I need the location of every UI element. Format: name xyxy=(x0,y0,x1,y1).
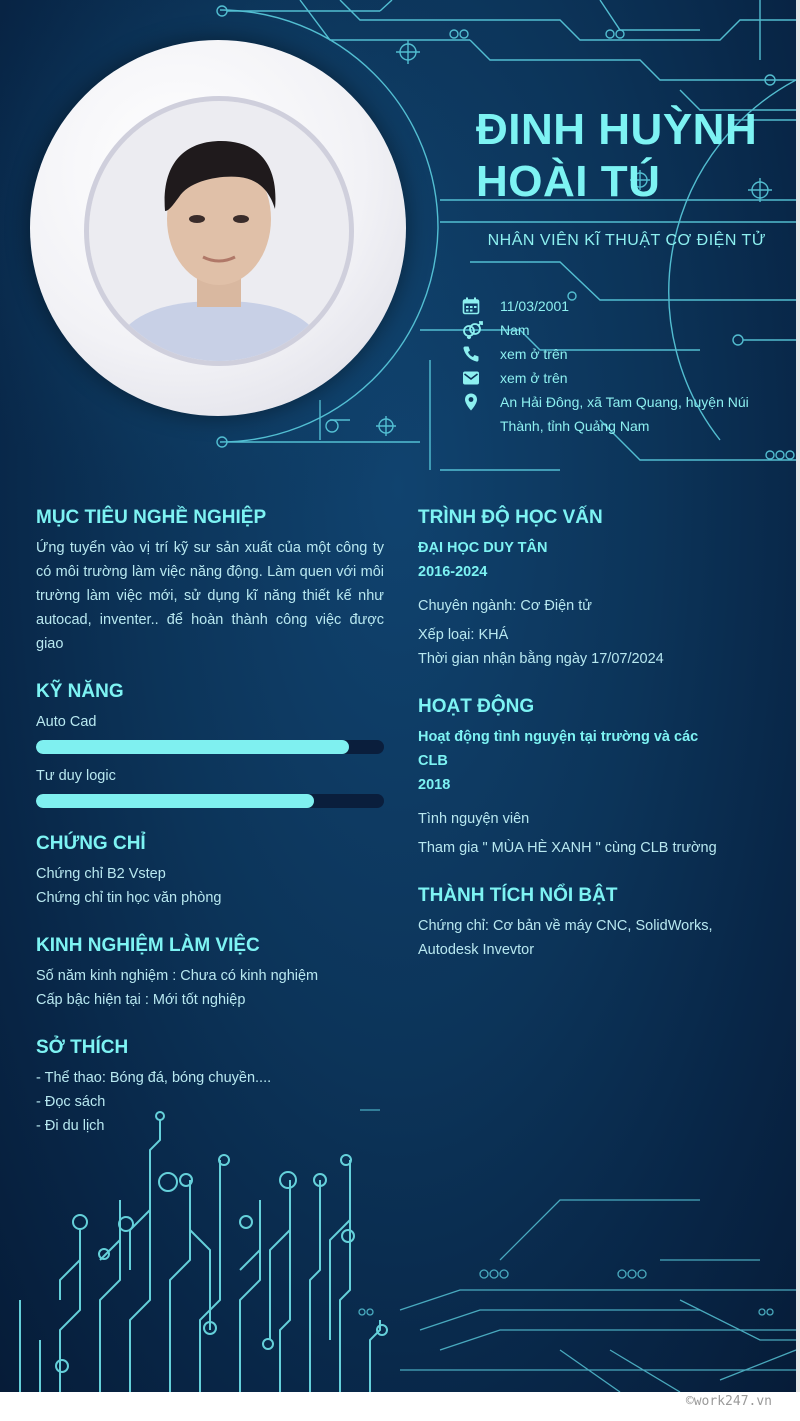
skill-bar-fill xyxy=(36,794,314,808)
section-title-hobbies: SỞ THÍCH xyxy=(36,1037,129,1058)
right-column xyxy=(418,506,758,986)
section-title-achievements: THÀNH TÍCH NỔI BẬT xyxy=(418,885,618,906)
address-value: An Hải Đông, xã Tam Quang, huyện Núi Thành, tỉnh Quảng Nam xyxy=(500,394,749,434)
skills-section xyxy=(36,680,384,808)
contact-birthdate xyxy=(462,294,772,318)
left-column xyxy=(36,506,384,1162)
education-detail: Chuyên ngành: Cơ Điện tử xyxy=(418,598,592,614)
skill-name: Tư duy logic xyxy=(36,768,116,784)
objective-text: Ứng tuyển vào vị trí kỹ sư sản xuất của một công ty có môi trường làm việc năng động. Làm quen với môi trường làm việc mới, sử dụng kĩ năng thiết kế như autocad, inventer.. để hoàn thành công việc được giao xyxy=(36,540,384,652)
location-pin-icon xyxy=(462,393,480,411)
email-value: xem ở trên xyxy=(500,370,568,386)
envelope-icon xyxy=(462,369,480,387)
section-title-certificates: CHỨNG CHỈ xyxy=(36,833,146,854)
activities-section xyxy=(418,695,758,860)
contact-gender xyxy=(462,318,772,342)
skill-bar-track xyxy=(36,740,384,754)
name-line-2: HOÀI TÚ xyxy=(476,157,661,206)
section-title-skills: KỸ NĂNG xyxy=(36,681,124,702)
gender-icon xyxy=(462,321,484,339)
name-line-1: ĐINH HUỲNH xyxy=(476,105,758,154)
contact-email xyxy=(462,366,772,390)
activity-role: Tình nguyện viên xyxy=(418,811,530,827)
section-title-objective: MỤC TIÊU NGHỀ NGHIỆP xyxy=(36,507,267,528)
birthdate-value: 11/03/2001 xyxy=(500,298,570,314)
profile-photo xyxy=(84,96,354,366)
section-title-experience: KINH NGHIỆM LÀM VIỆC xyxy=(36,935,260,956)
hobbies-section xyxy=(36,1036,384,1138)
watermark: ©work247.vn xyxy=(685,1394,772,1409)
skill-bar-track xyxy=(36,794,384,808)
contact-phone xyxy=(462,342,772,366)
hobby-item: - Đọc sách xyxy=(36,1094,106,1110)
page-edge xyxy=(796,0,800,1392)
section-title-activities: HOẠT ĐỘNG xyxy=(418,696,535,717)
education-period: 2016-2024 xyxy=(418,564,488,580)
certificate-item: Chứng chỉ B2 Vstep xyxy=(36,866,166,882)
activity-description: Tham gia " MÙA HÈ XANH " cùng CLB trường xyxy=(418,840,717,856)
hobby-item: - Thể thao: Bóng đá, bóng chuyền.... xyxy=(36,1070,272,1086)
contact-info xyxy=(462,294,772,438)
hobby-item: - Đi du lịch xyxy=(36,1118,105,1134)
activity-name: Hoạt động tình nguyện tại trường và các CLB xyxy=(418,729,699,769)
skill-name: Auto Cad xyxy=(36,714,97,730)
school-name: ĐẠI HỌC DUY TÂN xyxy=(418,540,548,556)
education-detail: Xếp loại: KHÁ xyxy=(418,627,509,643)
section-title-education: TRÌNH ĐỘ HỌC VẤN xyxy=(418,507,603,528)
skill-item xyxy=(36,766,384,808)
candidate-name xyxy=(476,104,776,208)
career-objective-section xyxy=(36,506,384,656)
skill-bar-fill xyxy=(36,740,349,754)
experience-item: Cấp bậc hiện tại : Mới tốt nghiệp xyxy=(36,992,246,1008)
skill-item xyxy=(36,712,384,754)
phone-value: xem ở trên xyxy=(500,346,568,362)
certificates-section xyxy=(36,832,384,910)
activity-year: 2018 xyxy=(418,777,451,793)
certificate-item: Chứng chỉ tin học văn phòng xyxy=(36,890,222,906)
achievements-section xyxy=(418,884,758,962)
contact-address xyxy=(462,390,772,438)
calendar-icon xyxy=(462,297,480,315)
person-silhouette-icon xyxy=(89,101,349,361)
education-detail: Thời gian nhận bằng ngày 17/07/2024 xyxy=(418,651,664,667)
achievements-text: Chứng chỉ: Cơ bản về máy CNC, SolidWorks, Autodesk Invevtor xyxy=(418,918,713,958)
experience-item: Số năm kinh nghiệm : Chưa có kinh nghiệm xyxy=(36,968,319,984)
gender-value: Nam xyxy=(500,322,530,338)
footer-strip xyxy=(0,1392,800,1421)
phone-icon xyxy=(462,345,480,363)
experience-section xyxy=(36,934,384,1012)
education-section xyxy=(418,506,758,671)
job-title: NHÂN VIÊN KĨ THUẬT CƠ ĐIỆN TỬ xyxy=(487,232,766,249)
